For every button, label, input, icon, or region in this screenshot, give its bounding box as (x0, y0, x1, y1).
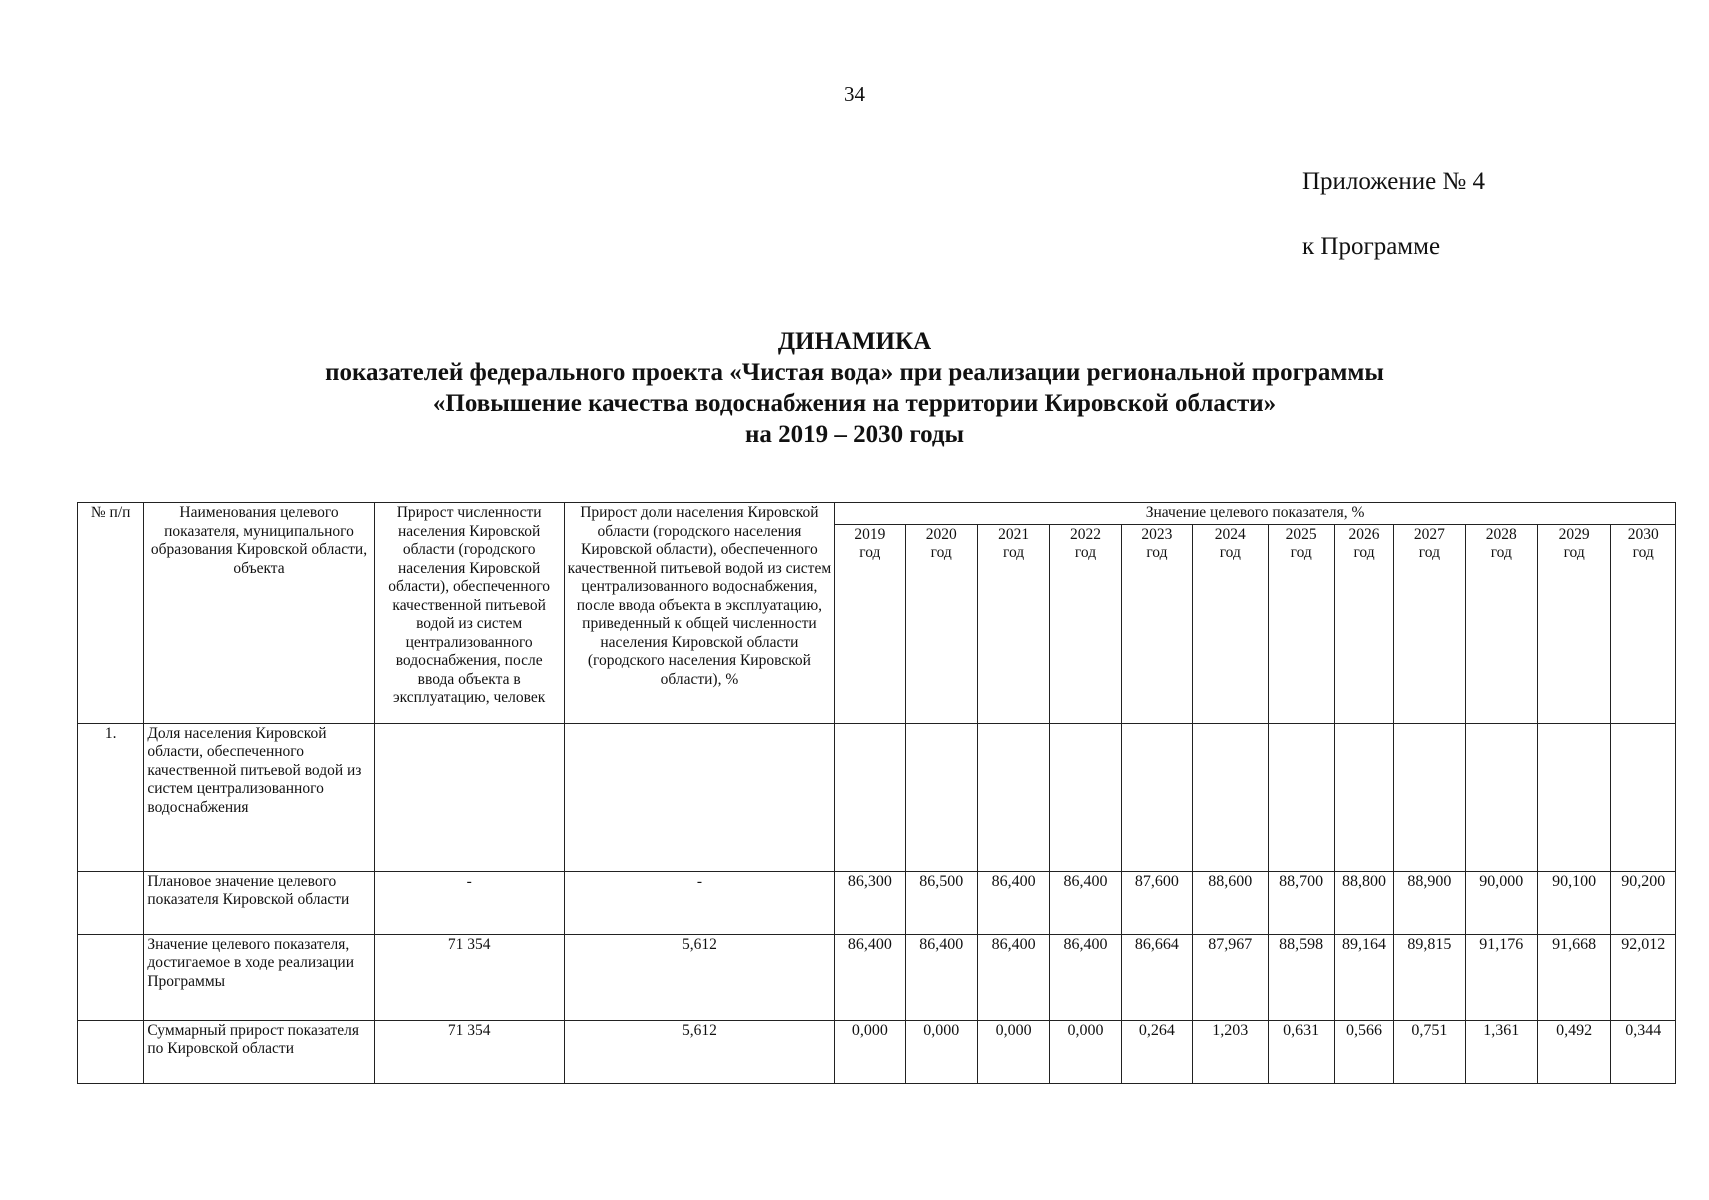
row-number (78, 1020, 144, 1083)
row-value-2025 (1268, 723, 1334, 871)
appendix-label: Приложение № 4 (1302, 168, 1486, 195)
row-value-2025: 88,700 (1268, 871, 1334, 934)
row-growth-share: - (564, 871, 834, 934)
row-value-2025: 0,631 (1268, 1020, 1334, 1083)
header-year-2025 (1268, 524, 1334, 723)
row-value-2029: 91,668 (1537, 934, 1610, 1020)
row-value-2020: 0,000 (905, 1020, 977, 1083)
header-num: № п/п (78, 503, 144, 724)
header-year-unit: год (930, 544, 952, 561)
row-value-2022: 86,400 (1050, 934, 1121, 1020)
row-indicator-name: Плановое значение целевого показателя Кировской области (144, 871, 374, 934)
page-number: 34 (844, 82, 865, 106)
table-body (78, 723, 1676, 1083)
header-year-unit: год (1003, 544, 1025, 561)
header-year-unit: год (1146, 544, 1168, 561)
appendix-program-label: к Программе (1302, 233, 1441, 260)
row-value-2023: 86,664 (1121, 934, 1192, 1020)
header-year-2023 (1121, 524, 1192, 723)
row-value-2026: 89,164 (1334, 934, 1393, 1020)
row-value-2024 (1193, 723, 1268, 871)
row-value-2026: 0,566 (1334, 1020, 1393, 1083)
row-indicator-name: Доля населения Кировской области, обеспеченного качественной питьевой водой из систем централизованного водоснабжения (144, 723, 374, 871)
header-year-unit: год (1418, 544, 1440, 561)
row-value-2021: 86,400 (977, 934, 1049, 1020)
header-year-2022 (1050, 524, 1121, 723)
table-row (78, 934, 1676, 1020)
header-year-unit: год (1219, 544, 1241, 561)
row-value-2020: 86,400 (905, 934, 977, 1020)
row-growth-count: 71 354 (374, 934, 564, 1020)
table-row (78, 723, 1676, 871)
header-year-unit: год (1563, 544, 1585, 561)
title-line-1: ДИНАМИКА (777, 328, 932, 355)
table-row (78, 1020, 1676, 1083)
row-value-2026 (1334, 723, 1393, 871)
header-year-2019 (835, 524, 905, 723)
row-value-2024: 88,600 (1193, 871, 1268, 934)
header-year-2020 (905, 524, 977, 723)
header-growth-count: Прирост численности населения Кировской области (городского населения Кировской области), обеспеченного качественной питьевой водой из систем централизованного водоснабжения, после ввода объекта в эксплуатацию, человек (374, 503, 564, 724)
header-year-number: 2029 (1558, 525, 1590, 543)
header-year-number: 2022 (1070, 525, 1101, 543)
header-year-2027 (1394, 524, 1465, 723)
row-value-2023 (1121, 723, 1192, 871)
header-year-number: 2019 (854, 525, 886, 543)
row-value-2023: 0,264 (1121, 1020, 1192, 1083)
row-value-2019 (835, 723, 905, 871)
row-value-2026: 88,800 (1334, 871, 1393, 934)
header-year-unit: год (1074, 544, 1097, 561)
title-line-2: показателей федерального проекта «Чистая вода» при реализации региональной программы (325, 359, 1384, 386)
row-number (78, 934, 144, 1020)
row-indicator-name: Суммарный прирост показателя по Кировской области (144, 1020, 374, 1083)
document-title (0, 326, 1709, 450)
header-name: Наименования целевого показателя, муниципального образования Кировской области, объекта (144, 503, 374, 724)
header-year-2026 (1334, 524, 1393, 723)
header-year-2021 (977, 524, 1049, 723)
title-line-4: на 2019 – 2030 годы (744, 421, 965, 448)
header-year-unit: год (1490, 544, 1512, 561)
row-number: 1. (78, 723, 144, 871)
row-value-2029 (1537, 723, 1610, 871)
header-year-unit: год (859, 544, 881, 561)
row-value-2021: 0,000 (977, 1020, 1049, 1083)
row-value-2028: 90,000 (1465, 871, 1537, 934)
header-year-number: 2028 (1485, 525, 1517, 543)
header-year-2024 (1193, 524, 1268, 723)
header-year-2028 (1465, 524, 1537, 723)
row-value-2022: 0,000 (1050, 1020, 1121, 1083)
row-value-2019: 86,300 (835, 871, 905, 934)
row-growth-count (374, 723, 564, 871)
row-value-2023: 87,600 (1121, 871, 1192, 934)
header-year-number: 2021 (998, 525, 1030, 543)
header-year-number: 2020 (925, 525, 957, 543)
header-year-number: 2023 (1141, 525, 1173, 543)
row-value-2027: 0,751 (1394, 1020, 1465, 1083)
header-year-number: 2026 (1348, 525, 1380, 543)
row-value-2030: 0,344 (1611, 1020, 1676, 1083)
header-year-number: 2025 (1285, 525, 1317, 543)
row-value-2020 (905, 723, 977, 871)
row-value-2028: 91,176 (1465, 934, 1537, 1020)
row-value-2030 (1611, 723, 1676, 871)
row-value-2021: 86,400 (977, 871, 1049, 934)
row-value-2024: 87,967 (1193, 934, 1268, 1020)
header-year-unit: год (1290, 544, 1312, 561)
row-indicator-name: Значение целевого показателя, достигаемое в ходе реализации Программы (144, 934, 374, 1020)
row-value-2028: 1,361 (1465, 1020, 1537, 1083)
row-value-2027 (1394, 723, 1465, 871)
table-row (78, 871, 1676, 934)
row-growth-share: 5,612 (564, 934, 834, 1020)
row-value-2027: 89,815 (1394, 934, 1465, 1020)
row-value-2022: 86,400 (1050, 871, 1121, 934)
row-value-2024: 1,203 (1193, 1020, 1268, 1083)
row-number (78, 871, 144, 934)
header-growth-share: Прирост доли населения Кировской области (городского населения Кировской области), обеспеченного качественной питьевой водой из систем централизованного водоснабжения, после ввода объекта в эксплуатацию, приведенный к общей численности населения Кировской области (городского населения Кировской области), % (564, 503, 834, 724)
row-growth-count: 71 354 (374, 1020, 564, 1083)
indicators-table (77, 502, 1676, 1084)
header-target-value: Значение целевого показателя, % (835, 503, 1676, 525)
header-year-number: 2030 (1627, 525, 1659, 543)
row-value-2028 (1465, 723, 1537, 871)
row-value-2027: 88,900 (1394, 871, 1465, 934)
row-value-2029: 0,492 (1537, 1020, 1610, 1083)
row-growth-count: - (374, 871, 564, 934)
row-value-2020: 86,500 (905, 871, 977, 934)
row-value-2021 (977, 723, 1049, 871)
header-year-2029 (1537, 524, 1610, 723)
header-year-number: 2027 (1413, 525, 1445, 543)
row-value-2019: 0,000 (835, 1020, 905, 1083)
title-line-3: «Повышение качества водоснабжения на территории Кировской области» (432, 390, 1277, 417)
row-value-2025: 88,598 (1268, 934, 1334, 1020)
row-growth-share: 5,612 (564, 1020, 834, 1083)
header-year-number: 2024 (1214, 525, 1246, 543)
row-growth-share (564, 723, 834, 871)
header-year-unit: год (1353, 544, 1375, 561)
row-value-2029: 90,100 (1537, 871, 1610, 934)
row-value-2030: 92,012 (1611, 934, 1676, 1020)
row-value-2019: 86,400 (835, 934, 905, 1020)
header-year-unit: год (1632, 544, 1654, 561)
header-year-2030 (1611, 524, 1676, 723)
row-value-2022 (1050, 723, 1121, 871)
row-value-2030: 90,200 (1611, 871, 1676, 934)
